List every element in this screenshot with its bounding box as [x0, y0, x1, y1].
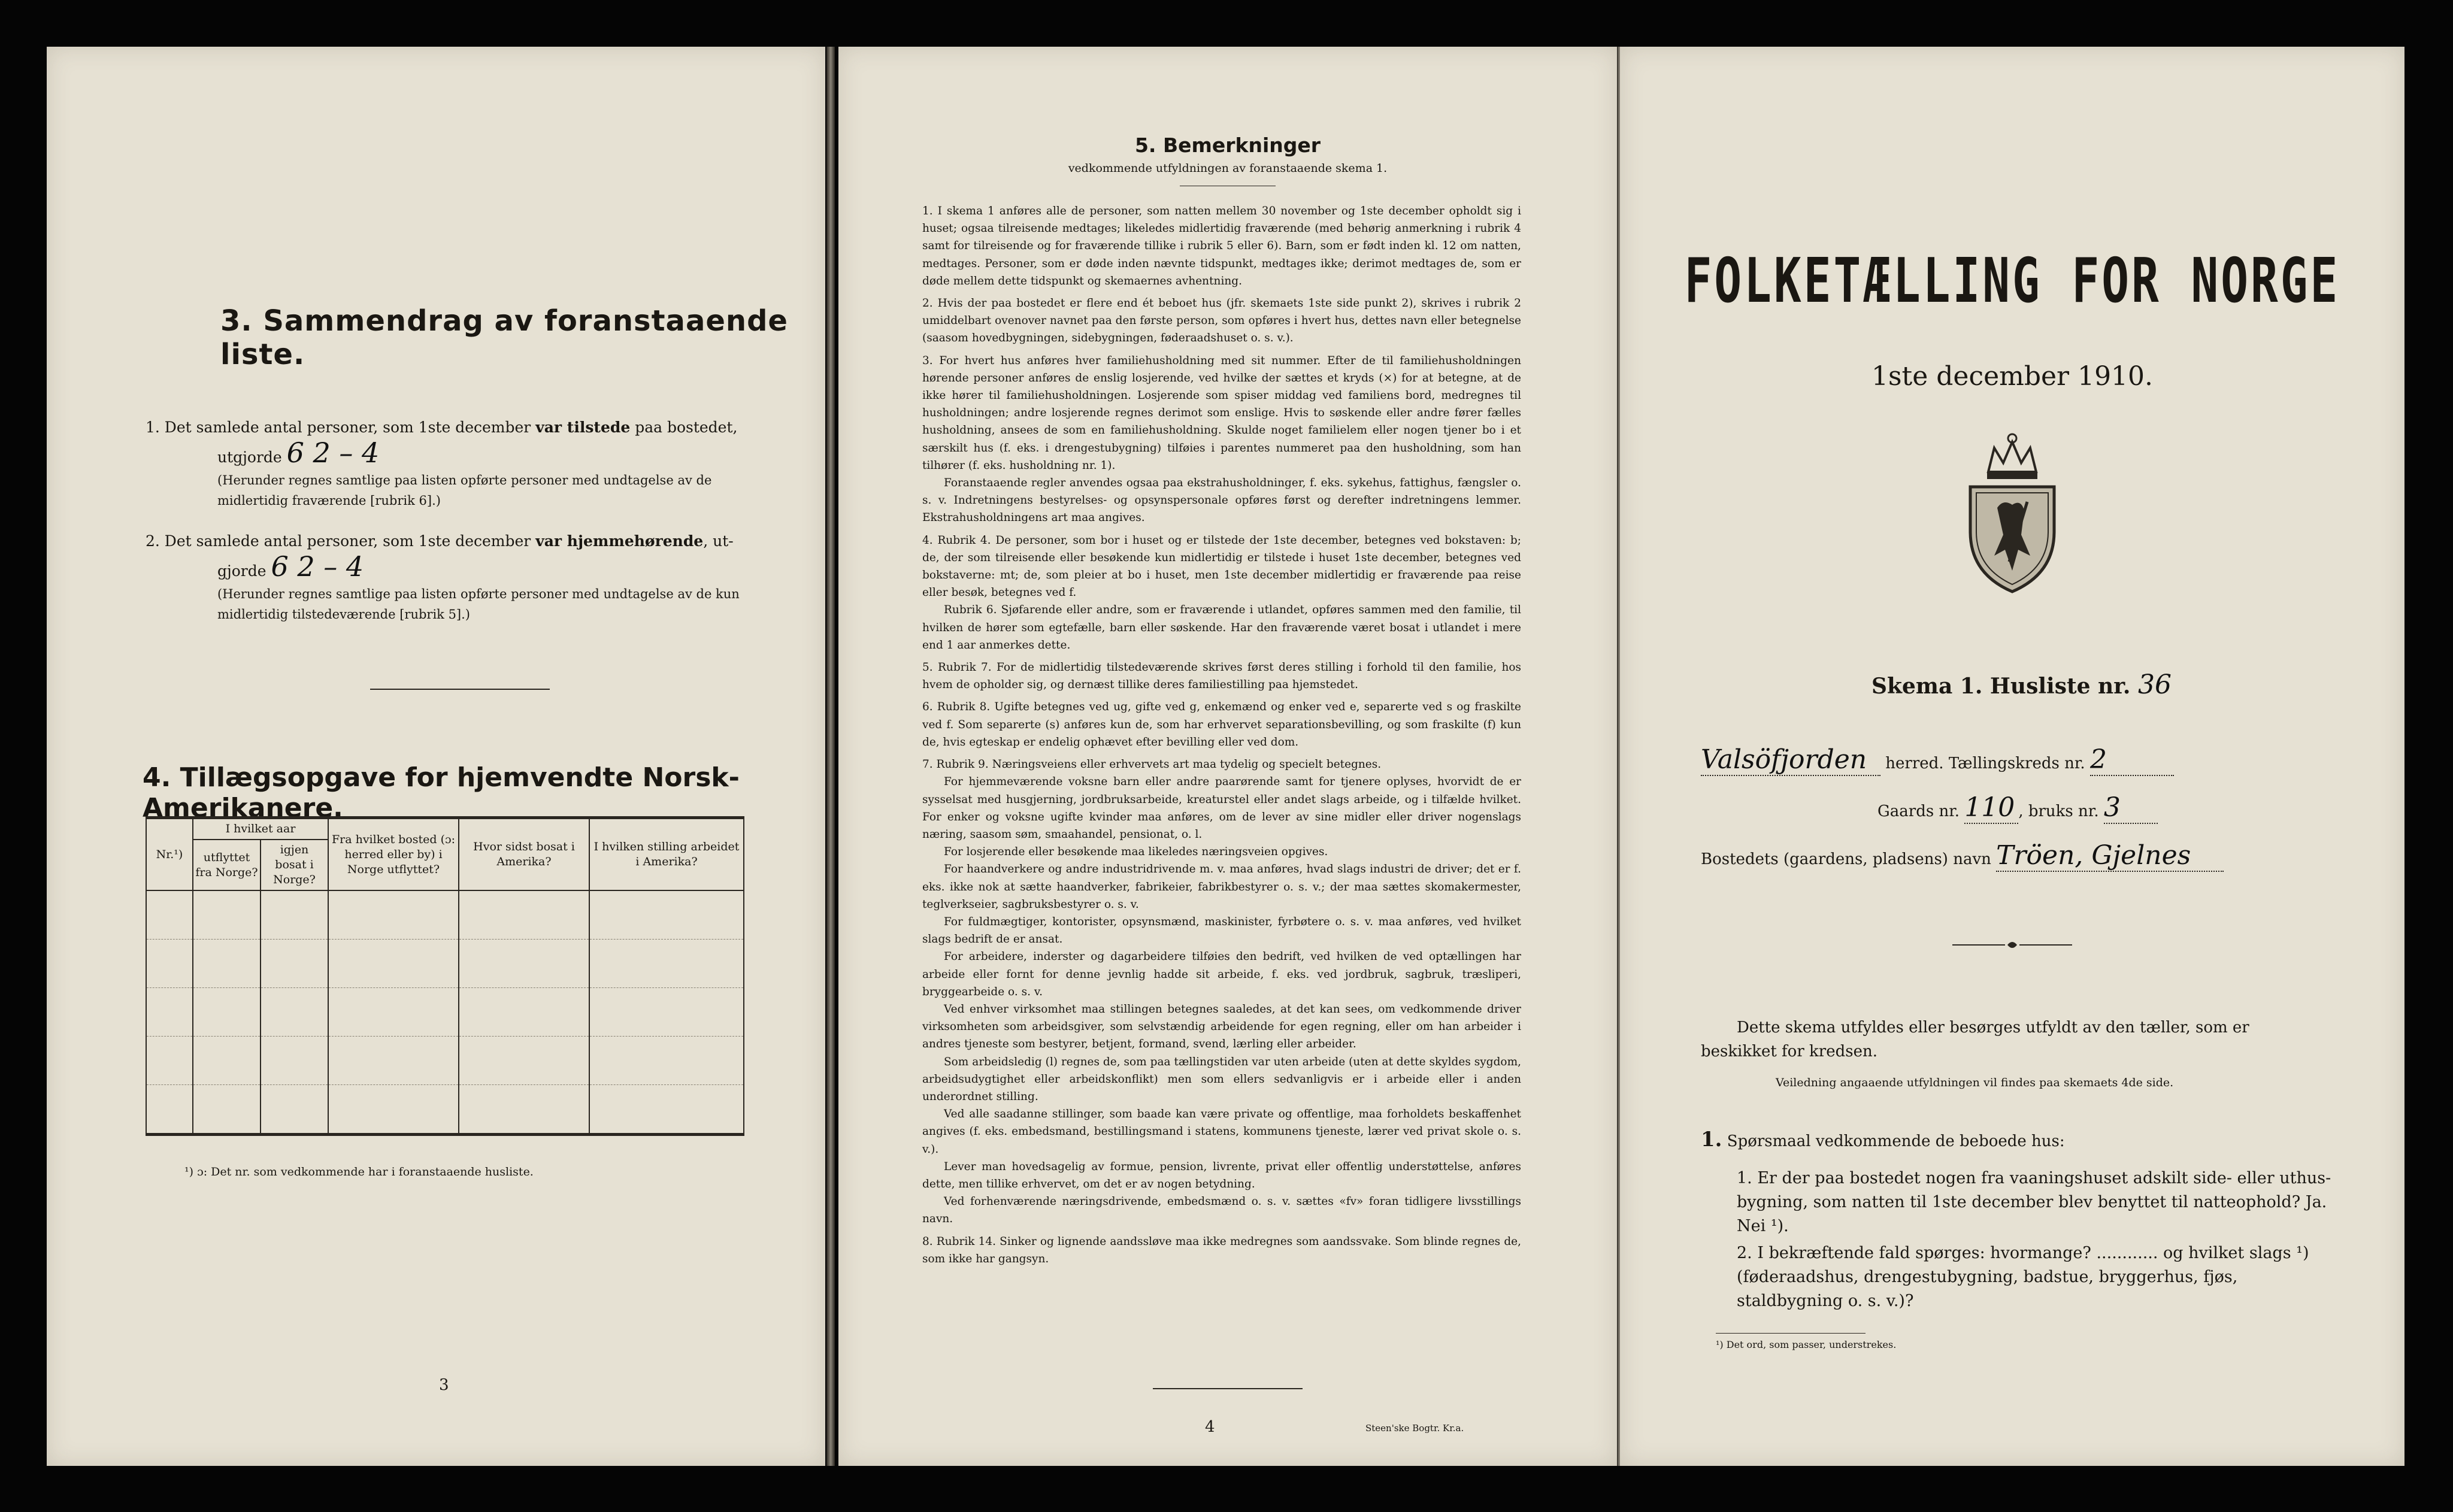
page-number: 4 [1205, 1418, 1215, 1436]
section-4-title: 4. Tillægsopgave for hjemvendte Norsk-Amerikanere. [143, 762, 740, 823]
bosted-line: Bostedets (gaardens, pladsens) navn Tröen, Gjelnes [1701, 840, 2224, 872]
question-2: 2. I bekræftende fald spørges: hvormange? ............ og hvilket slags ¹) (føderaadshus, drengestubygning, badstue, bryggerhus, fjøs, staldbygning o. s. v.)? [1737, 1244, 2309, 1310]
question-1: 1. Er der paa bostedet nogen fra vaaningshuset adskilt side- eller uthus-bygning, som natten til 1ste december blev benyttet til natteophold? Ja. Nei ¹). [1737, 1169, 2331, 1235]
questions-heading: 1. Spørsmaal vedkommende de beboede hus: [1701, 1128, 2065, 1152]
section-3-title: 3. Sammendrag av foranstaaende liste. [220, 304, 788, 371]
coat-of-arms-icon [1952, 430, 2072, 598]
col-stilling: I hvilken stilling arbeidet i Amerika? [589, 818, 744, 891]
divider [1153, 1388, 1303, 1389]
table-row [146, 940, 744, 988]
col-group-aar: I hvilket aar [193, 818, 328, 840]
footnote: ¹) Det ord, som passer, understrekes. [1716, 1339, 1897, 1350]
summary-note-1: (Herunder regnes samtlige paa listen opførte personer med undtagelse av de midlertidig fraværende [rubrik 6].) [217, 473, 712, 508]
intro-guidance: Veiledning angaaende utfyldningen vil findes paa skemaets 4de side. [1776, 1076, 2174, 1089]
remark-7e: For arbeidere, inderster og dagarbeidere tilføies den bedrift, ved hvilken de ved optællingen har arbeide eller fornt for denne jevnlig hadde sit arbeide, f. eks. ved jordbruk, sagbruk, træsliperi, bryggearbeide o. s. v. [922, 950, 1521, 998]
gaards-nr: 110 [1964, 792, 2015, 823]
handwritten-count-2: 6 2 – 4 [271, 550, 364, 583]
summary-item-1: 1. Det samlede antal personer, som 1ste december var tilstede paa bostedet, utgjorde 6 2 – 4 (Herunder regnes samtlige paa listen opførte personer med undtagelse av de midlertidig fraværende [rubrik 6].) [146, 415, 750, 511]
ornament-divider-icon [1952, 939, 2072, 951]
table-row [146, 988, 744, 1037]
col-sidst-bosat: Hvor sidst bosat i Amerika? [459, 818, 589, 891]
remarks-title: 5. Bemerkninger [1134, 134, 1321, 157]
page-right [1620, 47, 2404, 1466]
remark-7f: Ved enhver virksomhet maa stillingen betegnes saaledes, at det kan sees, om vedkommende driver virksomheten som arbeidsgiver, som selvstændig arbeidende for egen regning, eller om han arbeider i andres tjeneste som bestyrer, betjent, formand, svend, lærling eller arbeider. [922, 1002, 1521, 1051]
table-row [146, 890, 744, 940]
intro-text: Dette skema utfyldes eller besørges utfyldt av den tæller, som er beskikket for kredsen. [1701, 1019, 2249, 1060]
kreds-nr: 2 [2089, 744, 2107, 775]
remark-7i: Lever man hovedsagelig av formue, pension, livrente, privat eller offentlig understøttelse, anføres dette, men tillike erhvervet, om det er av nogen betydning. [922, 1160, 1521, 1190]
herred-name: Valsöfjorden [1701, 744, 1867, 775]
remark-3: 3. For hvert hus anføres hver familiehusholdning med sit nummer. Efter de til familiehusholdningen hørende personer anføres de enslig losjerende, ved hvilke der sættes et kryds (×) for at betegne, at de ikke hører til familiehusholdningen. Losjerende som spiser middag ved familiens bord, medregnes til husholdningen; andre losjerende regnes derimot som enslige. Hvis to søskende eller andre fører fælles husholdning, ansees de som en familiehusholdning. Skulde noget familielem eller nogen tjener bo i et særskilt hus (f. eks. i drengestubygning) tilføies i parentes nummeret paa den husholdning, som han tilhører (f. eks. husholdning nr. 1). [922, 354, 1521, 472]
norsk-amerikanere-table [146, 816, 744, 1136]
col-nr: Nr.¹) [146, 818, 193, 891]
remark-8: 8. Rubrik 14. Sinker og lignende aandssløve maa ikke medregnes som aandssvake. Som blinde regnes de, som ikke har gangsyn. [922, 1235, 1521, 1265]
page-number: 3 [439, 1376, 449, 1394]
remark-6: 6. Rubrik 8. Ugifte betegnes ved ug, gifte ved g, enkemænd og enker ved e, separerte ved s og fraskilte ved f. Som separerte (s) anføres kun de, som har erhvervet separationsbevilling, og som fraskilte (f) kun de, hvis egteskap er endelig ophævet efter bevilling eller ved dom. [922, 701, 1521, 749]
summary-note-2: (Herunder regnes samtlige paa listen opførte personer med undtagelse av de kun midlertidig tilstedeværende [rubrik 5].) [217, 587, 740, 622]
remarks-subtitle: vedkommende utfyldningen av foranstaaende skema 1. [1068, 162, 1388, 175]
page-middle [838, 47, 1617, 1466]
divider [1716, 1333, 1866, 1334]
bosted-name: Tröen, Gjelnes [1996, 840, 2191, 871]
table-row [146, 1037, 744, 1085]
col-bosted: Fra hvilket bosted (ɔ: herred eller by) i Norge utflyttet? [328, 818, 459, 891]
husliste-nr: 36 [2137, 669, 2172, 700]
remarks-body [922, 202, 1521, 1272]
remark-3b: Foranstaaende regler anvendes ogsaa paa ekstrahusholdninger, f. eks. sykehus, fattighus, fængsler o. s. v. Indretningens bestyrelses- og opsynspersonale opføres først og derefter indretningens lemmer. Ekstrahusholdningens art maa angives. [922, 477, 1521, 525]
table-footnote: ¹) ɔ: Det nr. som vedkommende har i foranstaaende husliste. [184, 1165, 534, 1178]
remark-7h: Ved alle saadanne stillinger, som baade kan være private og offentlige, maa forholdets beskaffenhet angives (f. eks. embedsmand, bestillingsmand i statens, kommunens tjeneste, lærer ved privat skole o. s. v.). [922, 1108, 1521, 1156]
census-date: 1ste december 1910. [1871, 361, 2154, 392]
remark-4: 4. Rubrik 4. De personer, som bor i huset og er tilstede der 1ste december, betegnes ved bokstaven: b; de, der som tilreisende eller besøkende kun midlertidig er tilstede i huset 1ste december, betegnes ved bokstaverne: mt; de, som pleier at bo i huset, men 1ste december midlertidig er fraværende paa reise eller besøk, betegnes ved f. [922, 534, 1521, 599]
col-utflyttet: utflyttet fra Norge? [193, 840, 261, 890]
skema-heading: Skema 1. Husliste nr. 36 [1871, 669, 2172, 700]
remark-7c: For haandverkere og andre industridrivende m. v. maa anføres, hvad slags industri de driver; det er f. eks. ikke nok at sætte haandverker, fabrikeier, fabrikbestyrer o. s. v.; der maa sættes skomakermester, teglverkseier, sagbruksbestyrer o. s. v. [922, 863, 1521, 911]
handwritten-count-1: 6 2 – 4 [286, 437, 380, 469]
herred-line: Valsöfjorden herred. Tællingskreds nr. 2 [1701, 744, 2174, 776]
remark-4b: Rubrik 6. Sjøfarende eller andre, som er fraværende i utlandet, opføres sammen med den familie, til hvilken de hører som egtefælle, barn eller søskende. Har den fraværende været bosat i utlandet i mere end 1 aar anmerkes dette. [922, 604, 1521, 652]
census-title: FOLKETÆLLING FOR NORGE [1684, 244, 2340, 317]
divider [370, 689, 550, 690]
remark-5: 5. Rubrik 7. For de midlertidig tilstedeværende skrives først deres stilling i forhold til den familie, hos hvem de opholder sig, og dernæst tillike deres familiestilling paa hjemstedet. [922, 661, 1521, 692]
remark-7: 7. Rubrik 9. Næringsveiens eller erhvervets art maa tydelig og specielt betegnes. [922, 758, 1382, 771]
remark-7g: Som arbeidsledig (l) regnes de, som paa tællingstiden var uten arbeide (uten at dette skyldes sygdom, arbeidsudygtighet eller arbeidskonflikt) men som ellers sedvanligvis er i arbeide eller i anden underordnet stilling. [922, 1055, 1521, 1103]
remark-7d: For fuldmægtiger, kontorister, opsynsmænd, maskinister, fyrbøtere o. s. v. maa anføres, ved hvilket slags bedrift de er ansat. [922, 915, 1521, 946]
col-igjen-bosat: igjen bosat i Norge? [261, 840, 328, 890]
table-row [146, 1085, 744, 1135]
bruks-nr: 3 [2103, 792, 2121, 823]
remark-1: 1. I skema 1 anføres alle de personer, som natten mellem 30 november og 1ste december opholdt sig i huset; ogsaa tilreisende medtages; likeledes midlertidig fraværende (med behørig anmerkning i rubrik 4 samt for tilreisende og for fraværende tillike i rubrik 5 eller 6). Barn, som er født inden kl. 12 om natten, medtages. Personer, som er døde inden nævnte tidspunkt, medtages ikke; derimot medtages de, som er døde mellem dette tidspunkt og skemaernes avhentning. [922, 205, 1521, 287]
page-fold [826, 47, 835, 1466]
remark-7a: For hjemmeværende voksne barn eller andre paarørende samt for tjenere oplyses, hvorvidt de er sysselsat med husgjerning, jordbruksarbeide, kreaturstel eller andet slags arbeide, og i tilfælde hvilket. For enker og voksne ugifte kvinder maa anføres, om de lever av sine midler eller driver nogenslags næring, saasom søm, smaahandel, pensionat, o. l. [922, 775, 1521, 841]
remark-2: 2. Hvis der paa bostedet er flere end ét beboet hus (jfr. skemaets 1ste side punkt 2), skrives i rubrik 2 umiddelbart ovenover navnet paa den første person, som opføres i hvert hus, dettes navn eller betegnelse (saasom hovedbygningen, sidebygningen, føderaadshuset o. s. v.). [922, 297, 1521, 345]
page-left [47, 47, 825, 1466]
remark-7j: Ved forhenværende næringsdrivende, embedsmænd o. s. v. sættes «fv» foran tidligere livsstillings navn. [922, 1195, 1521, 1226]
gaards-line: Gaards nr. 110 , bruks nr. 3 [1877, 792, 2158, 824]
printer-imprint: Steen'ske Bogtr. Kr.a. [1365, 1423, 1464, 1434]
summary-item-2: 2. Det samlede antal personer, som 1ste december var hjemmehørende, ut- gjorde 6 2 – 4 (Herunder regnes samtlige paa listen opførte personer med undtagelse av de kun midlertidig tilstedeværende [rubrik 5].) [146, 529, 750, 625]
remark-7b: For losjerende eller besøkende maa likeledes næringsveien opgives. [944, 846, 1328, 859]
